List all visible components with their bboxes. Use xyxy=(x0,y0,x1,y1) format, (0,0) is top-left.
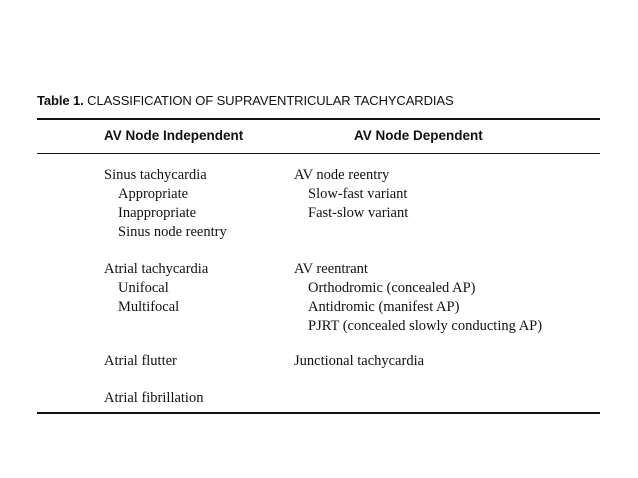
table-caption: CLASSIFICATION OF SUPRAVENTRICULAR TACHYCARDIAS xyxy=(87,93,454,108)
left-item-atrial-tachycardia: Atrial tachycardia xyxy=(104,261,209,277)
left-subitem-appropriate: Appropriate xyxy=(118,186,189,202)
header-rule xyxy=(37,153,600,154)
left-subitem-multifocal: Multifocal xyxy=(118,299,180,315)
header-av-node-dependent: AV Node Dependent xyxy=(354,128,483,143)
left-subitem-sinus-node-reentry: Sinus node reentry xyxy=(118,224,227,240)
left-subitem-inappropriate: Inappropriate xyxy=(118,205,197,221)
table-number: Table 1. xyxy=(37,93,84,108)
left-subitem-unifocal: Unifocal xyxy=(118,280,169,296)
right-item-av-reentrant: AV reentrant xyxy=(294,261,368,277)
right-subitem-orthodromic: Orthodromic (concealed AP) xyxy=(308,280,476,296)
top-rule xyxy=(37,118,600,120)
left-item-atrial-flutter: Atrial flutter xyxy=(104,353,177,369)
right-subitem-slow-fast: Slow-fast variant xyxy=(308,186,408,202)
right-subitem-pjrt: PJRT (concealed slowly conducting AP) xyxy=(308,318,543,334)
right-item-av-node-reentry: AV node reentry xyxy=(294,167,390,183)
header-av-node-independent: AV Node Independent xyxy=(104,128,244,143)
right-item-junctional-tachycardia: Junctional tachycardia xyxy=(294,353,425,369)
bottom-rule xyxy=(37,412,600,414)
right-subitem-antidromic: Antidromic (manifest AP) xyxy=(308,299,460,315)
right-subitem-fast-slow: Fast-slow variant xyxy=(308,205,409,221)
table-title xyxy=(37,93,454,108)
left-item-sinus-tachycardia: Sinus tachycardia xyxy=(104,167,207,183)
left-item-atrial-fibrillation: Atrial fibrillation xyxy=(104,390,204,406)
